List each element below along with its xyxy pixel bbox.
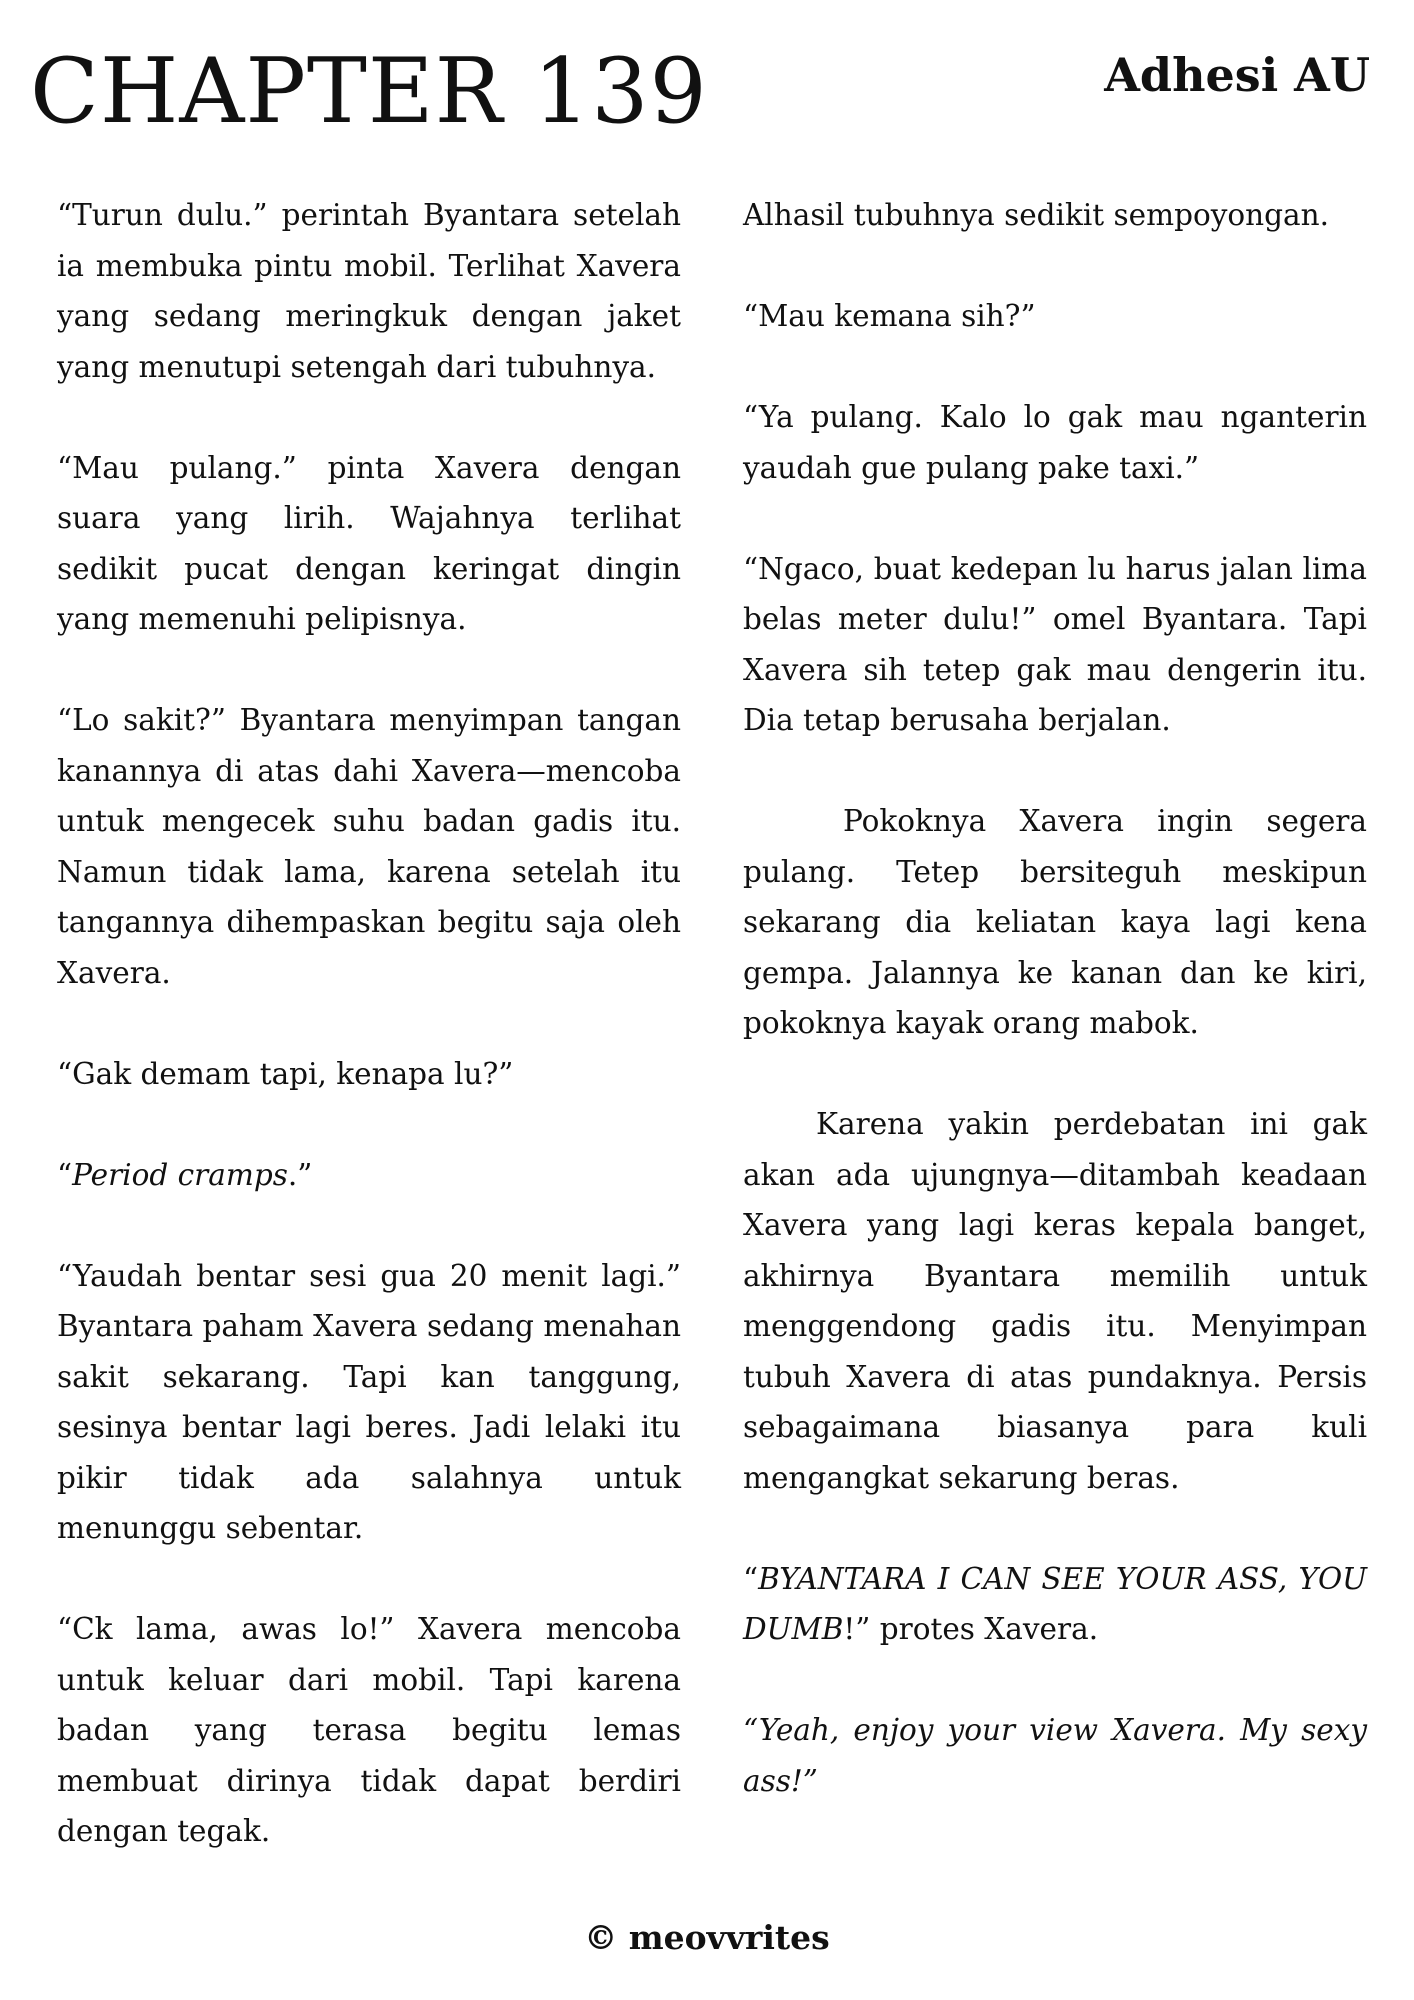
story-paragraph <box>743 1705 1367 1806</box>
story-paragraph: “Mau pulang.” pinta Xavera dengan suara yang lirih. Wajahnya terlihat sedikit pucat dengan keringat dingin yang memenuhi pelipisnya. <box>57 450 681 636</box>
italic-phrase: BYANTARA I CAN SEE YOUR ASS, YOU DUMB <box>743 1561 1367 1646</box>
story-paragraph: “Mau kemana sih?” <box>743 299 1036 333</box>
quote-open: “ <box>743 1561 759 1596</box>
story-paragraph <box>57 1150 681 1201</box>
story-column-right <box>743 190 1367 1806</box>
quote-open: “ <box>57 1157 73 1192</box>
story-paragraph: “Yaudah bentar sesi gua 20 menit lagi.” Byantara paham Xavera sedang menahan sakit sekarang. Tapi kan tanggung, sesinya bentar lagi beres. Jadi lelaki itu pikir tidak ada salahnya untuk menunggu sebentar. <box>57 1258 681 1545</box>
series-title: Adhesi AU <box>1104 48 1370 102</box>
quote-close: .” <box>287 1157 313 1192</box>
story-paragraph: Karena yakin perdebatan ini gak akan ada ujungnya—ditambah keadaan Xavera yang lagi keras kepala banget, akhirnya Byantara memilih untuk menggendong gadis itu. Menyimpan tubuh Xavera di atas pundaknya. Persis sebagaimana biasanya para kuli mengangkat sekarung beras. <box>743 1107 1367 1495</box>
story-paragraph: “Gak demam tapi, kenapa lu?” <box>57 1056 514 1091</box>
story-paragraph: Alhasil tubuhnya sedikit sempoyongan. <box>743 198 1330 232</box>
chapter-title: CHAPTER 139 <box>30 39 708 144</box>
story-paragraph: “Ya pulang. Kalo lo gak mau nganterin yaudah gue pulang pake taxi.” <box>743 400 1367 485</box>
italic-phrase: “Yeah, enjoy your view Xavera. My sexy ass!” <box>743 1713 1367 1798</box>
story-paragraph: “Ngaco, buat kedepan lu harus jalan lima belas meter dulu!” omel Byantara. Tapi Xavera sih tetep gak mau dengerin itu. Dia tetap berusaha berjalan. <box>743 551 1367 737</box>
story-paragraph <box>743 1554 1367 1655</box>
story-paragraph: “Turun dulu.” perintah Byantara setelah ia membuka pintu mobil. Terlihat Xavera yang sedang meringkuk dengan jaket yang menutupi setengah dari tubuhnya. <box>57 198 681 384</box>
story-paragraph: Pokoknya Xavera ingin segera pulang. Tetep bersiteguh meskipun sekarang dia keliatan kaya lagi kena gempa. Jalannya ke kanan dan ke kiri, pokoknya kayak orang mabok. <box>743 804 1367 1040</box>
story-paragraph: “Lo sakit?” Byantara menyimpan tangan kanannya di atas dahi Xavera—mencoba untuk mengecek suhu badan gadis itu. Namun tidak lama, karena setelah itu tangannya dihempaskan begitu saja oleh Xavera. <box>57 703 681 990</box>
quote-close: !” protes Xavera. <box>843 1612 1099 1646</box>
italic-phrase: Period cramps <box>72 1157 288 1192</box>
story-paragraph: “Ck lama, awas lo!” Xavera mencoba untuk keluar dari mobil. Tapi karena badan yang terasa begitu lemas membuat dirinya tidak dapat berdiri dengan tegak. <box>57 1612 681 1848</box>
author-credit: © meovvrites <box>584 1918 830 1957</box>
story-column-left <box>57 190 681 1857</box>
